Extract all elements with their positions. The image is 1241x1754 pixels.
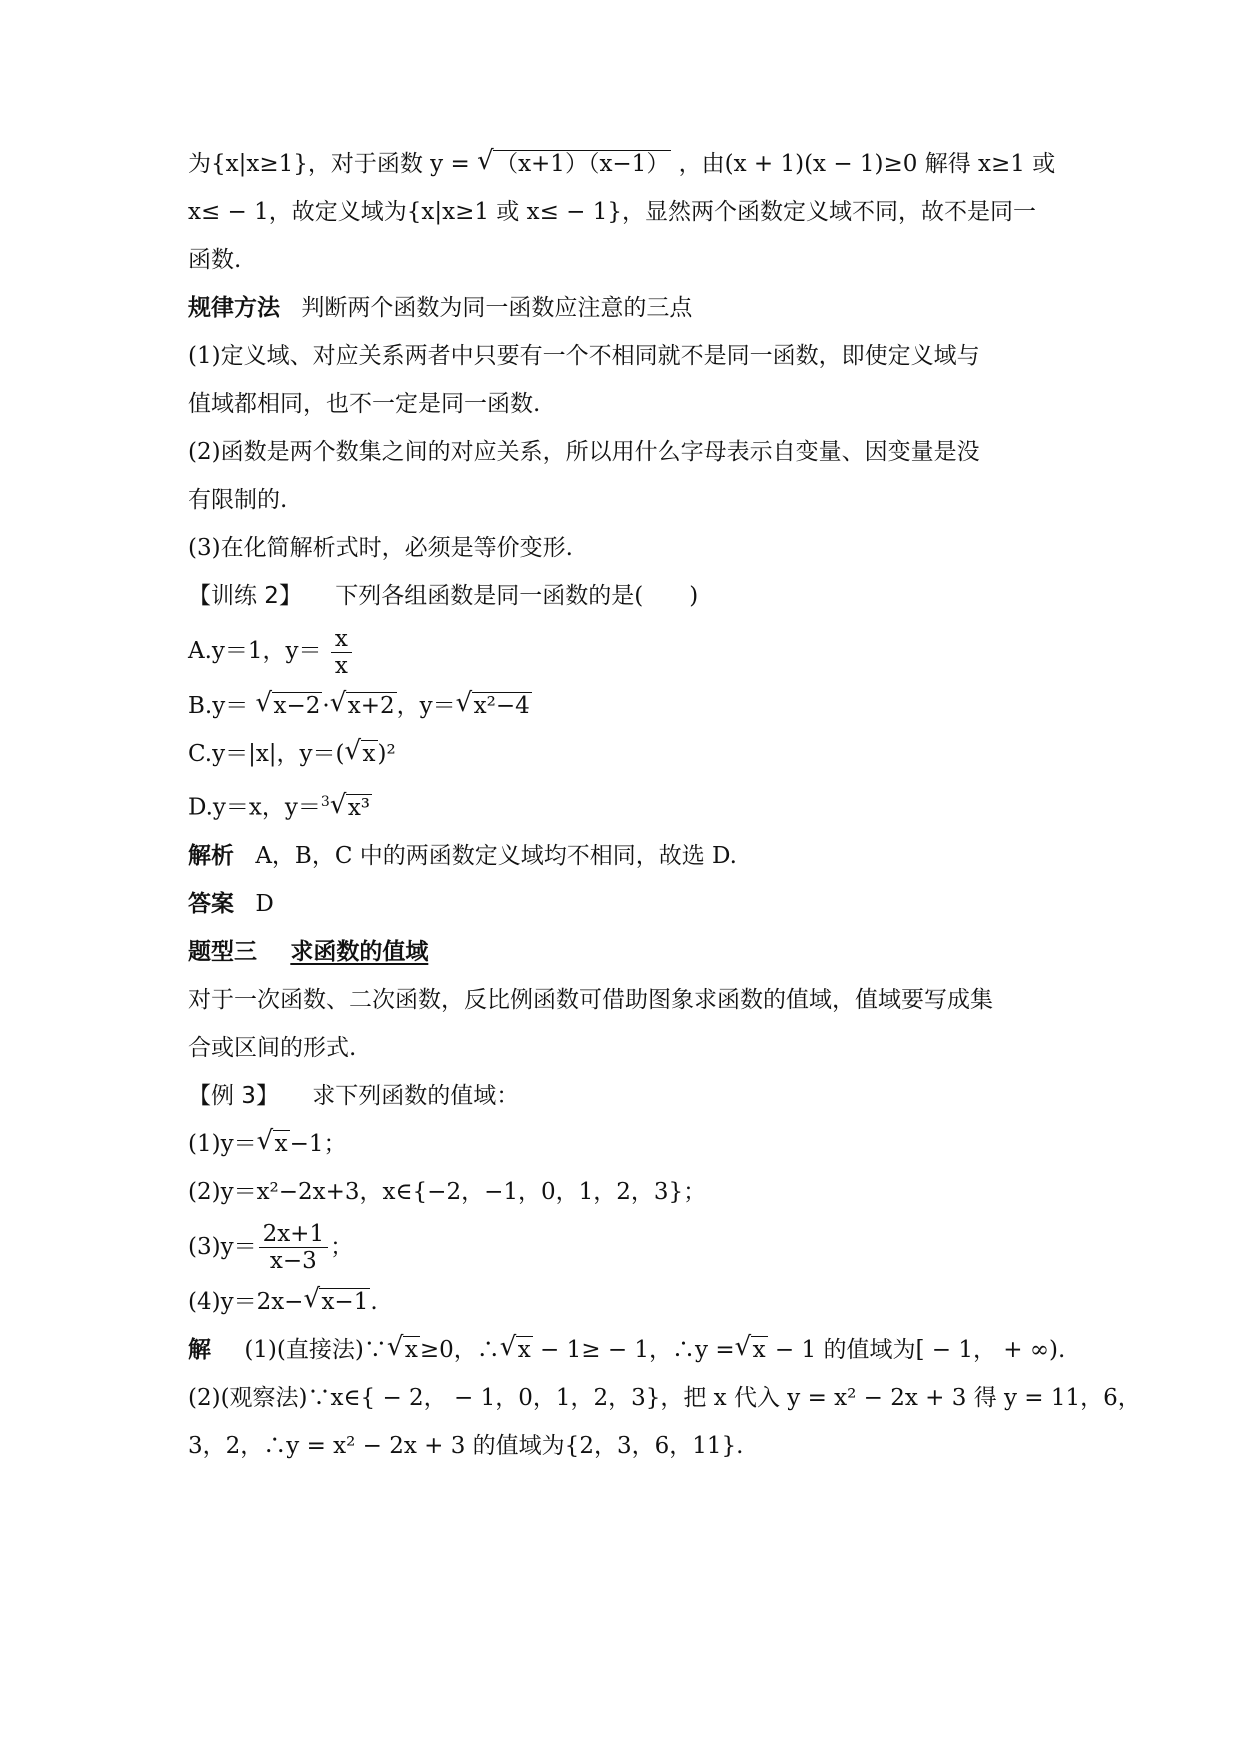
text: (1)(直接法)∵	[244, 1336, 387, 1363]
exercise-question	[188, 572, 1058, 620]
sqrt-body: x−1	[321, 1288, 369, 1315]
text: − 1 的值域为[ − 1， + ∞).	[767, 1336, 1066, 1363]
text: ·	[322, 693, 330, 719]
intro-line-2: x≤ − 1，故定义域为{x|x≥1 或 x≤ − 1}，显然两个函数定义域不同，故不是同一	[188, 199, 1037, 225]
denominator: x	[334, 652, 348, 679]
sqrt-body: x	[752, 1336, 766, 1363]
analysis-text: A，B，C 中的两函数定义域均不相同，故选 D.	[255, 842, 737, 869]
sqrt-body: x³	[347, 794, 371, 821]
answer-text: D	[255, 890, 274, 917]
text: ，由(x + 1)(x − 1)≥0 解得 x≥1 或	[678, 151, 1056, 177]
text: .	[370, 1288, 378, 1315]
text: − 1≥ − 1，∴y =	[532, 1336, 735, 1363]
solution-2a: (2)(观察法)∵x∈{ − 2， − 1，0，1，2，3}，把 x 代入 y = x² − 2x + 3 得 y = 11，6，	[188, 1384, 1141, 1411]
sqrt-body: x	[404, 1336, 418, 1363]
fraction	[259, 1221, 329, 1274]
sqrt-expression: √ x−1	[303, 1283, 369, 1315]
method-p1a: (1)定义域、对应关系两者中只要有一个不相同就不是同一函数，即使定义域与	[188, 343, 980, 369]
sqrt-body: x	[517, 1336, 531, 1363]
text: 为{x|x≥1}，对于函数 y =	[188, 151, 470, 177]
sqrt-body: x	[274, 1130, 288, 1157]
analysis-label: 解析	[188, 842, 234, 869]
section-title: 求函数的值域	[290, 938, 429, 965]
sqrt-body: x+2	[347, 693, 395, 719]
sqrt-body: x²−4	[473, 693, 530, 719]
sqrt-expression: √ x²−4	[455, 688, 530, 719]
example-tag: 【例 3】	[188, 1082, 279, 1109]
document-page	[188, 140, 1141, 1470]
fraction	[331, 626, 352, 679]
numerator: x	[331, 626, 352, 653]
root-index: 3	[320, 794, 330, 810]
section-intro-1: 对于一次函数、二次函数，反比例函数可借助图象求函数的值域，值域要写成集	[188, 986, 993, 1013]
text: B.y＝	[188, 693, 249, 719]
option-d	[188, 778, 1058, 832]
sqrt-body: x−2	[273, 693, 321, 719]
example-q4	[188, 1278, 1058, 1326]
numerator: 2x+1	[259, 1221, 329, 1248]
text: (1)y＝	[188, 1130, 257, 1157]
exercise-question-text: 下列各组函数是同一函数的是( )	[335, 583, 699, 609]
sqrt-body: x	[362, 741, 376, 767]
text: D.y＝x，y＝	[188, 794, 321, 821]
text: A.y＝1，y＝	[188, 638, 322, 664]
method-title: 规律方法	[188, 295, 280, 321]
section-heading	[188, 928, 1058, 976]
intro-line-1	[188, 140, 1058, 188]
section-label: 题型三	[188, 938, 257, 965]
method-p2a: (2)函数是两个数集之间的对应关系，所以用什么字母表示自变量、因变量是没	[188, 439, 980, 465]
exercise-tag: 【训练 2】	[188, 583, 302, 609]
denominator: x−3	[269, 1248, 317, 1275]
method-p2b: 有限制的.	[188, 487, 288, 513]
example-question	[188, 1072, 1058, 1120]
solution-label: 解	[188, 1336, 211, 1363]
example-q1	[188, 1120, 1058, 1168]
solution-1	[188, 1326, 1066, 1374]
sqrt-expression: √ x	[734, 1331, 766, 1363]
sqrt-expression: √ x−2	[255, 688, 321, 719]
text: (3)y＝	[188, 1233, 257, 1260]
option-c	[188, 730, 1058, 778]
text: ≥0，∴	[419, 1336, 500, 1363]
text: ；	[330, 1233, 354, 1260]
method-p1b: 值域都相同，也不一定是同一函数.	[188, 391, 541, 417]
sqrt-expression: √ x+2	[329, 688, 395, 719]
text: −1；	[289, 1130, 347, 1157]
sqrt-body: （x+1）（x−1）	[495, 151, 670, 177]
method-heading-text: 判断两个函数为同一函数应注意的三点	[301, 295, 693, 321]
text: ，y＝	[396, 693, 456, 719]
example-question-text: 求下列函数的值域：	[312, 1082, 520, 1109]
example-q2: (2)y＝x²−2x+3，x∈{−2，−1，0，1，2，3}；	[188, 1178, 707, 1205]
text: )²	[377, 741, 396, 767]
sqrt-expression: √ x	[344, 736, 376, 767]
sqrt-expression: √ x	[256, 1125, 288, 1157]
sqrt-expression: √ （x+1）（x−1）	[477, 146, 670, 177]
text: C.y＝|x|，y＝(	[188, 741, 345, 767]
intro-line-3: 函数.	[188, 247, 242, 273]
sqrt-expression: √ x	[386, 1331, 418, 1363]
section-intro-2: 合或区间的形式.	[188, 1034, 357, 1061]
option-b	[188, 682, 1058, 730]
example-q3	[188, 1216, 1058, 1278]
option-a	[188, 620, 1058, 682]
exercise-answer	[188, 880, 1058, 928]
sqrt-expression: √ x	[499, 1331, 531, 1363]
text: (4)y＝2x−	[188, 1288, 304, 1315]
method-p3: (3)在化简解析式时，必须是等价变形.	[188, 535, 573, 561]
solution-2b: 3，2，∴y = x² − 2x + 3 的值域为{2，3，6，11}.	[188, 1432, 744, 1459]
method-heading	[188, 284, 1058, 332]
answer-label: 答案	[188, 890, 234, 917]
exercise-analysis	[188, 832, 1058, 880]
sqrt-expression: √ x³	[329, 789, 371, 821]
